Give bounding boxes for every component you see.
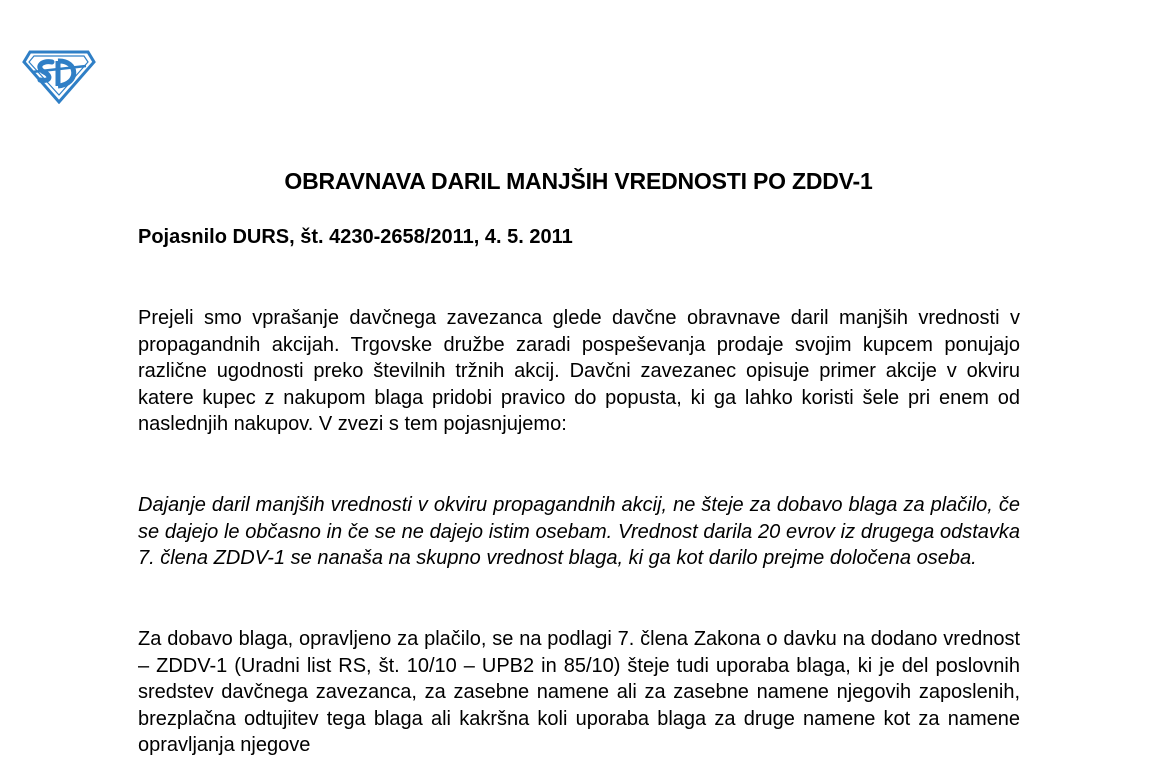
company-logo [22, 48, 96, 104]
document-title: OBRAVNAVA DARIL MANJŠIH VREDNOSTI PO ZDDV-1 [284, 168, 873, 194]
document-subtitle: Pojasnilo DURS, št. 4230-2658/2011, 4. 5. 2011 [138, 226, 573, 248]
superman-sd-logo-icon [22, 48, 96, 104]
paragraph-intro: Prejeli smo vprašanje davčnega zavezanca glede davčne obravnave daril manjših vrednosti v propagandnih akcijah. Trgovske družbe zaradi pospeševanja prodaje svojim kupcem ponujajo različne ugodnosti preko številnih tržnih akcij. Davčni zavezanec opisuje primer akcije v okviru katere kupec z nakupom blaga pridobi pravico do popusta, ki ga lahko koristi šele pri enem od naslednjih nakupov. V zvezi s tem pojasnjujemo: [138, 307, 1020, 435]
paragraph-answer-italic: Dajanje daril manjših vrednosti v okviru propagandnih akcij, ne šteje za dobavo blaga za plačilo, če se dajejo le občasno in če se ne dajejo istim osebam. Vrednost darila 20 evrov iz drugega odstavka 7. člena ZDDV-1 se nanaša na skupno vrednost blaga, ki ga kot darilo prejme določena oseba. [138, 494, 1020, 569]
paragraph-explanation: Za dobavo blaga, opravljeno za plačilo, se na podlagi 7. člena Zakona o davku na dodano vrednost – ZDDV-1 (Uradni list RS, št. 10/10 – UPB2 in 85/10) šteje tudi uporaba blaga, ki je del poslovnih sredstev davčnega zavezanca, za zasebne namene ali za zasebne namene njegovih zaposlenih, brezplačna odtujitev tega blaga ali kakršna koli uporaba blaga za druge namene kot za namene opravljanja njegove [138, 628, 1020, 756]
